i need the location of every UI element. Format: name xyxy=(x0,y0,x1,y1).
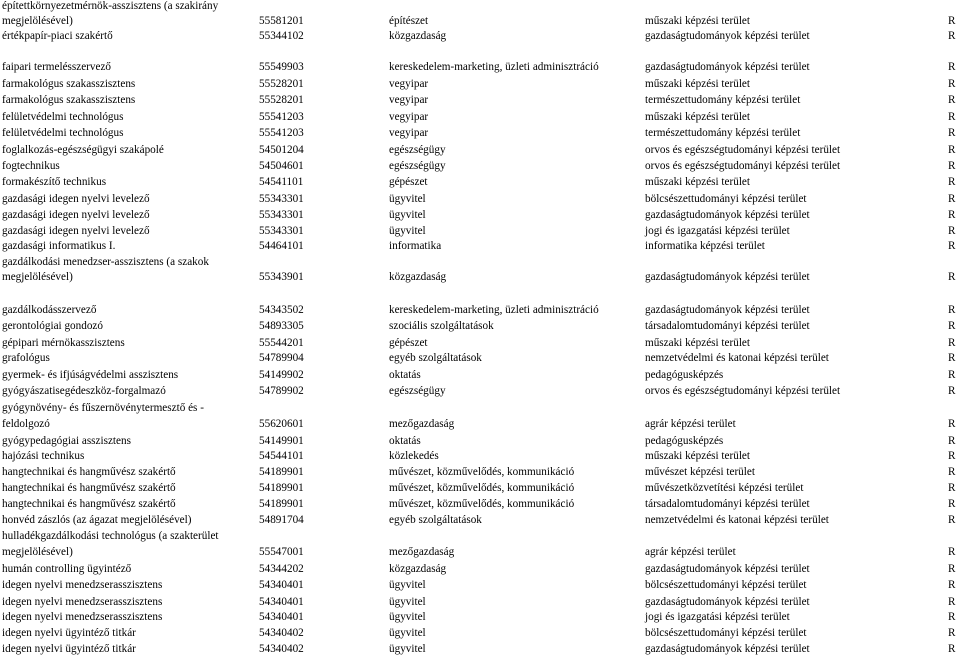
qualification-code: 54541101 xyxy=(259,176,304,188)
sector-area: ügyvitel xyxy=(389,209,426,221)
flag-marker: R xyxy=(948,225,956,237)
qualification-name: idegen nyelvi menedzserasszisztens xyxy=(2,579,163,591)
qualification-code: 54343502 xyxy=(259,304,304,316)
sector-area: egyéb szolgáltatások xyxy=(389,514,482,526)
training-field: természettudomány képzési terület xyxy=(645,127,801,139)
qualification-name: honvéd zászlós (az ágazat megjelölésével) xyxy=(2,514,192,526)
qualification-name: hulladékgazdálkodási technológus (a szakterület xyxy=(2,530,219,542)
qualification-code: 54891704 xyxy=(259,514,304,526)
training-field: pedagógusképzés xyxy=(645,369,724,381)
table-row xyxy=(0,30,960,45)
qualification-name: gazdasági idegen nyelvi levelező xyxy=(2,193,150,205)
qualification-name: hangtechnikai és hangművész szakértő xyxy=(2,498,176,510)
flag-marker: R xyxy=(948,450,956,462)
training-field: műszaki képzési terület xyxy=(645,78,750,90)
flag-marker: R xyxy=(948,514,956,526)
qualification-name: gazdasági idegen nyelvi levelező xyxy=(2,225,150,237)
qualification-name: gyermek- és ifjúságvédelmi asszisztens xyxy=(2,369,179,381)
qualification-code: 54893305 xyxy=(259,320,304,332)
training-field: gazdaságtudományok képzési terület xyxy=(645,271,810,283)
training-field: bölcsészettudományi képzési terület xyxy=(645,579,807,591)
qualification-name: faipari termelésszervező xyxy=(2,61,112,73)
qualification-name: idegen nyelvi menedzserasszisztens xyxy=(2,596,163,608)
qualification-name: gazdasági informatikus I. xyxy=(2,240,116,252)
flag-marker: R xyxy=(948,435,956,447)
sector-area: mezőgazdaság xyxy=(389,546,455,558)
table-row xyxy=(0,0,960,15)
sector-area: művészet, közművelődés, kommunikáció xyxy=(389,466,575,478)
sector-area: egészségügy xyxy=(389,385,446,397)
table-row xyxy=(0,450,960,465)
table-row xyxy=(0,94,960,109)
qualification-code: 54504601 xyxy=(259,160,304,172)
flag-marker: R xyxy=(948,369,956,381)
flag-marker: R xyxy=(948,111,956,123)
qualification-name: hangtechnikai és hangművész szakértő xyxy=(2,466,176,478)
table-row xyxy=(0,176,960,191)
qualification-code: 54340402 xyxy=(259,643,304,655)
flag-marker: R xyxy=(948,30,956,42)
table-row xyxy=(0,240,960,255)
sector-area: ügyvitel xyxy=(389,193,426,205)
table-row xyxy=(0,209,960,224)
training-field: természettudomány képzési terület xyxy=(645,94,801,106)
sector-area: ügyvitel xyxy=(389,627,426,639)
qualification-code: 54544101 xyxy=(259,450,304,462)
flag-marker: R xyxy=(948,466,956,478)
qualification-code: 55528201 xyxy=(259,78,304,90)
qualification-name: fogtechnikus xyxy=(2,160,60,172)
qualification-name: humán controlling ügyintéző xyxy=(2,563,132,575)
qualification-name: gazdálkodási menedzser-asszisztens (a szakok xyxy=(2,256,209,268)
table-row xyxy=(0,320,960,335)
training-field: társadalomtudományi képzési terület xyxy=(645,320,810,332)
training-field: pedagógusképzés xyxy=(645,435,724,447)
flag-marker: R xyxy=(948,385,956,397)
sector-area: művészet, közművelődés, kommunikáció xyxy=(389,482,575,494)
training-field: gazdaságtudományok képzési terület xyxy=(645,30,810,42)
table-row xyxy=(0,643,960,658)
qualification-name: gazdasági idegen nyelvi levelező xyxy=(2,209,150,221)
sector-area: ügyvitel xyxy=(389,643,426,655)
table-row xyxy=(0,304,960,319)
flag-marker: R xyxy=(948,94,956,106)
qualification-code: 55544201 xyxy=(259,337,304,349)
flag-marker: R xyxy=(948,209,956,221)
sector-area: vegyipar xyxy=(389,94,429,106)
training-field: orvos és egészségtudományi képzési terület xyxy=(645,160,841,172)
sector-area: szociális szolgáltatások xyxy=(389,320,494,332)
table-row xyxy=(0,193,960,208)
qualification-name: építettkörnyezetmérnök-asszisztens (a szakirány xyxy=(2,0,219,12)
qualification-name: megjelölésével) xyxy=(2,271,73,283)
flag-marker: R xyxy=(948,546,956,558)
qualification-code: 54344202 xyxy=(259,563,304,575)
qualification-name: formakészítő technikus xyxy=(2,176,107,188)
qualification-name: gazdálkodásszervező xyxy=(2,304,97,316)
training-field: gazdaságtudományok képzési terület xyxy=(645,61,810,73)
flag-marker: R xyxy=(948,127,956,139)
flag-marker: R xyxy=(948,611,956,623)
qualification-code: 54340401 xyxy=(259,596,304,608)
sector-area: ügyvitel xyxy=(389,596,426,608)
qualification-name: felületvédelmi technológus xyxy=(2,111,124,123)
table-row xyxy=(0,435,960,450)
flag-marker: R xyxy=(948,563,956,575)
training-field: orvos és egészségtudományi képzési terület xyxy=(645,144,841,156)
sector-area: ügyvitel xyxy=(389,225,426,237)
table-row xyxy=(0,352,960,367)
sector-area: művészet, közművelődés, kommunikáció xyxy=(389,498,575,510)
table-row xyxy=(0,482,960,497)
table-row xyxy=(0,127,960,142)
sector-area: kereskedelem-marketing, üzleti adminisztráció xyxy=(389,61,599,73)
qualification-name: hangtechnikai és hangművész szakértő xyxy=(2,482,176,494)
flag-marker: R xyxy=(948,144,956,156)
flag-marker: R xyxy=(948,418,956,430)
sector-area: közgazdaság xyxy=(389,563,447,575)
sector-area: közgazdaság xyxy=(389,271,447,283)
qualification-code: 55549903 xyxy=(259,61,304,73)
training-field: gazdaságtudományok képzési terület xyxy=(645,643,810,655)
qualification-name: megjelölésével) xyxy=(2,546,73,558)
flag-marker: R xyxy=(948,596,956,608)
qualification-code: 55343901 xyxy=(259,271,304,283)
table-row xyxy=(0,563,960,578)
table-row xyxy=(0,160,960,175)
sector-area: közlekedés xyxy=(389,450,439,462)
flag-marker: R xyxy=(948,271,956,283)
qualification-code: 55581201 xyxy=(259,15,304,27)
training-field: jogi és igazgatási képzési terület xyxy=(645,611,790,623)
qualification-name: idegen nyelvi ügyintéző titkár xyxy=(2,627,136,639)
training-field: informatika képzési terület xyxy=(645,240,765,252)
qualification-code: 54189901 xyxy=(259,466,304,478)
qualification-code: 54340401 xyxy=(259,611,304,623)
table-row xyxy=(0,369,960,384)
table-row xyxy=(0,579,960,594)
training-field: műszaki képzési terület xyxy=(645,450,750,462)
sector-area: mezőgazdaság xyxy=(389,418,455,430)
training-field: nemzetvédelmi és katonai képzési terület xyxy=(645,514,829,526)
training-field: gazdaságtudományok képzési terület xyxy=(645,209,810,221)
sector-area: vegyipar xyxy=(389,78,429,90)
qualification-name: farmakológus szakasszisztens xyxy=(2,94,136,106)
training-field: műszaki képzési terület xyxy=(645,176,750,188)
qualification-name: gyógynövény- és fűszernövénytermesztő és - xyxy=(2,402,204,414)
flag-marker: R xyxy=(948,78,956,90)
flag-marker: R xyxy=(948,193,956,205)
qualification-code: 54189901 xyxy=(259,482,304,494)
qualification-name: hajózási technikus xyxy=(2,450,85,462)
sector-area: oktatás xyxy=(389,435,421,447)
table-row xyxy=(0,466,960,481)
qualification-code: 55343301 xyxy=(259,209,304,221)
table-row xyxy=(0,498,960,513)
table-row xyxy=(0,596,960,611)
table-row xyxy=(0,111,960,126)
training-field: orvos és egészségtudományi képzési terület xyxy=(645,385,841,397)
sector-area: gépészet xyxy=(389,337,428,349)
qualification-code: 54149902 xyxy=(259,369,304,381)
qualification-name: felületvédelmi technológus xyxy=(2,127,124,139)
sector-area: vegyipar xyxy=(389,111,429,123)
flag-marker: R xyxy=(948,160,956,172)
table-row xyxy=(0,546,960,561)
qualification-name: foglalkozás-egészségügyi szakápolé xyxy=(2,144,164,156)
qualification-code: 54789904 xyxy=(259,352,304,364)
qualification-code: 55343301 xyxy=(259,193,304,205)
table-row xyxy=(0,385,960,400)
table-row xyxy=(0,611,960,626)
sector-area: informatika xyxy=(389,240,442,252)
sector-area: egyéb szolgáltatások xyxy=(389,352,482,364)
qualification-name: grafológus xyxy=(2,352,50,364)
table-row xyxy=(0,530,960,545)
flag-marker: R xyxy=(948,304,956,316)
flag-marker: R xyxy=(948,240,956,252)
sector-area: építészet xyxy=(389,15,429,27)
sector-area: egészségügy xyxy=(389,160,446,172)
table-row xyxy=(0,402,960,417)
flag-marker: R xyxy=(948,498,956,510)
training-field: gazdaságtudományok képzési terület xyxy=(645,304,810,316)
sector-area: egészségügy xyxy=(389,144,446,156)
sector-area: ügyvitel xyxy=(389,579,426,591)
table-row xyxy=(0,61,960,76)
flag-marker: R xyxy=(948,320,956,332)
training-field: művészet képzési terület xyxy=(645,466,755,478)
qualification-name: idegen nyelvi ügyintéző titkár xyxy=(2,643,136,655)
table-row xyxy=(0,144,960,159)
qualification-name: gerontológiai gondozó xyxy=(2,320,103,332)
flag-marker: R xyxy=(948,176,956,188)
flag-marker: R xyxy=(948,643,956,655)
training-field: agrár képzési terület xyxy=(645,546,736,558)
qualification-code: 54464101 xyxy=(259,240,304,252)
training-field: társadalomtudományi képzési terület xyxy=(645,498,810,510)
qualification-code: 55620601 xyxy=(259,418,304,430)
sector-area: gépészet xyxy=(389,176,428,188)
table-row xyxy=(0,15,960,30)
table-row xyxy=(0,514,960,529)
qualification-code: 54340402 xyxy=(259,627,304,639)
training-field: művészetközvetítési képzési terület xyxy=(645,482,804,494)
qualification-name: farmakológus szakasszisztens xyxy=(2,78,136,90)
training-field: műszaki képzési terület xyxy=(645,15,750,27)
qualification-name: megjelölésével) xyxy=(2,15,73,27)
qualification-code: 54340401 xyxy=(259,579,304,591)
training-field: jogi és igazgatási képzési terület xyxy=(645,225,790,237)
flag-marker: R xyxy=(948,337,956,349)
flag-marker: R xyxy=(948,579,956,591)
table-row xyxy=(0,78,960,93)
flag-marker: R xyxy=(948,482,956,494)
sector-area: ügyvitel xyxy=(389,611,426,623)
qualification-code: 55344102 xyxy=(259,30,304,42)
qualification-code: 54789902 xyxy=(259,385,304,397)
qualification-code: 54149901 xyxy=(259,435,304,447)
qualification-code: 54501204 xyxy=(259,144,304,156)
sector-area: kereskedelem-marketing, üzleti adminisztráció xyxy=(389,304,599,316)
table-row xyxy=(0,271,960,286)
table-row xyxy=(0,337,960,352)
qualification-code: 55528201 xyxy=(259,94,304,106)
flag-marker: R xyxy=(948,15,956,27)
sector-area: oktatás xyxy=(389,369,421,381)
qualification-name: idegen nyelvi menedzserasszisztens xyxy=(2,611,163,623)
qualification-code: 55541203 xyxy=(259,127,304,139)
qualification-code: 55541203 xyxy=(259,111,304,123)
qualification-code: 55547001 xyxy=(259,546,304,558)
qualification-name: gépipari mérnökasszisztens xyxy=(2,337,125,349)
table-row xyxy=(0,256,960,271)
sector-area: vegyipar xyxy=(389,127,429,139)
flag-marker: R xyxy=(948,352,956,364)
qualification-name: értékpapír-piaci szakértő xyxy=(2,30,113,42)
training-field: műszaki képzési terület xyxy=(645,111,750,123)
training-field: gazdaságtudományok képzési terület xyxy=(645,596,810,608)
sector-area: közgazdaság xyxy=(389,30,447,42)
table-row xyxy=(0,418,960,433)
training-field: műszaki képzési terület xyxy=(645,337,750,349)
qualification-name: gyógyászatisegédeszköz-forgalmazó xyxy=(2,385,166,397)
training-field: bölcsészettudományi képzési terület xyxy=(645,627,807,639)
qualification-code: 54189901 xyxy=(259,498,304,510)
training-field: bölcsészettudományi képzési terület xyxy=(645,193,807,205)
flag-marker: R xyxy=(948,627,956,639)
training-field: gazdaságtudományok képzési terület xyxy=(645,563,810,575)
training-field: nemzetvédelmi és katonai képzési terület xyxy=(645,352,829,364)
table-row xyxy=(0,225,960,240)
table-row xyxy=(0,627,960,642)
qualification-name: feldolgozó xyxy=(2,418,50,430)
qualification-name: gyógypedagógiai asszisztens xyxy=(2,435,131,447)
training-field: agrár képzési terület xyxy=(645,418,736,430)
qualification-code: 55343301 xyxy=(259,225,304,237)
flag-marker: R xyxy=(948,61,956,73)
